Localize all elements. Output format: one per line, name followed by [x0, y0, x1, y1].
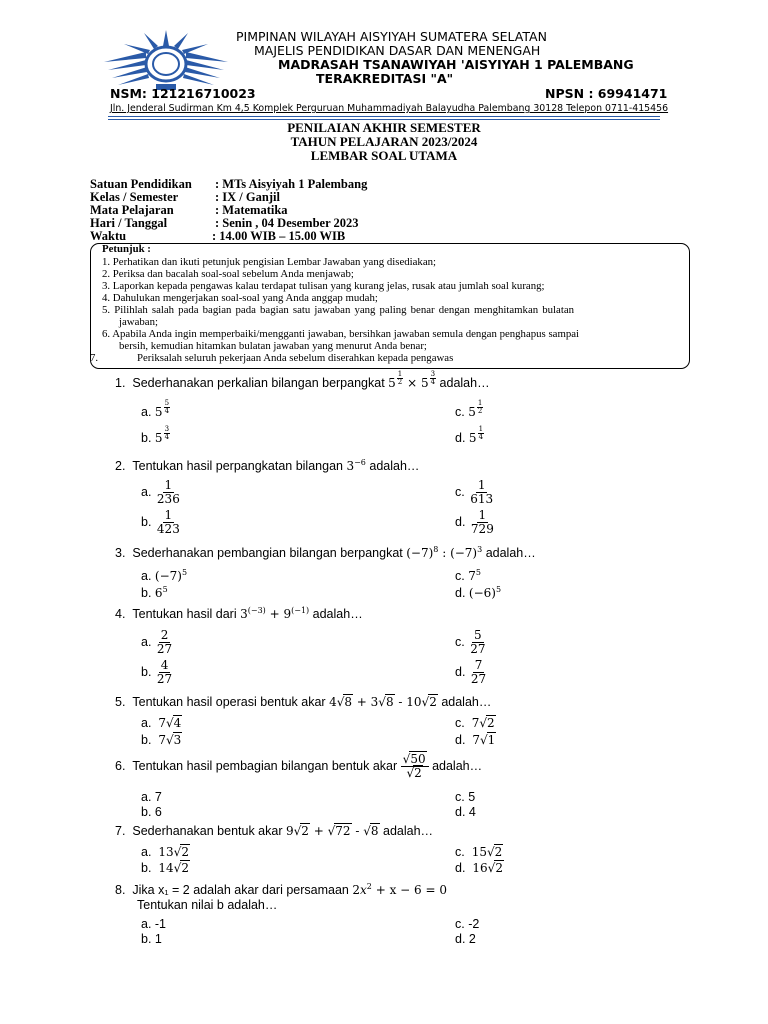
option-b[interactable]: b. $\frac{1}{423}$: [141, 508, 180, 536]
school-address: Jln. Jenderal Sudirman Km 4,5 Komplek Perguruan Muhammadiyah Balayudha Palembang 30128 Telepon 0711-415456: [110, 103, 669, 114]
option-a[interactable]: a. $\frac{2}{27}$: [141, 628, 173, 656]
option-c[interactable]: c. 5 $\frac{1}{2}$: [455, 399, 483, 419]
option-c[interactable]: c. $\frac{1}{613}$: [455, 478, 494, 506]
option-d[interactable]: d. $\frac{7}{27}$: [455, 658, 487, 686]
kop-line-2: MAJELIS PENDIDIKAN DASAR DAN MENENGAH: [254, 43, 541, 58]
npsn: NPSN : 69941471: [545, 86, 668, 101]
option-b[interactable]: b. $\frac{4}{27}$: [141, 658, 173, 686]
option-d[interactable]: d. $(-6)^5$: [455, 585, 502, 600]
info-value: : Matematika: [215, 203, 288, 217]
info-value: : 14.00 WIB – 15.00 WIB: [212, 229, 346, 243]
instruction-item: 4. Dahulukan mengerjakan soal-soal yang Anda anggap mudah;: [102, 292, 378, 304]
option-a[interactable]: a. $(-7)^5$: [141, 568, 188, 583]
option-c[interactable]: c. 15√2: [455, 845, 503, 859]
option-d[interactable]: d. 7√1: [455, 733, 496, 747]
info-label: Kelas / Semester: [90, 190, 179, 204]
option-c[interactable]: c. $\frac{5}{27}$: [455, 628, 486, 656]
option-a[interactable]: a. -1: [141, 917, 167, 931]
question-3: 3. Sederhanakan pembangian bilangan berpangkat $(-7)^8$ : $(-7)^3$ adalah…: [115, 545, 536, 560]
question-7: 7. Sederhanakan bentuk akar 9√2 + √72 - √8 adalah…: [115, 824, 434, 838]
instruction-item: 3. Laporkan kepada pengawas kalau terdapat tulisan yang kurang jelas, rusak atau jumlah soal kurang;: [102, 280, 545, 292]
option-b[interactable]: b. 5 $\frac{3}{4}$: [141, 425, 170, 445]
info-value: : Senin , 04 Desember 2023: [215, 216, 359, 230]
option-a[interactable]: a. $\frac{1}{236}$: [141, 478, 180, 506]
option-b[interactable]: b. 14√2: [141, 861, 189, 875]
question-8-line-2: Tentukan nilai b adalah…: [137, 898, 278, 912]
instruction-item: Periksalah seluruh pekerjaan Anda sebelum diserahkan kepada pengawas: [137, 352, 454, 364]
option-d[interactable]: d. 4: [455, 805, 476, 819]
instruction-item: 1. Perhatikan dan ikuti petunjuk pengisian Lembar Jawaban yang disediakan;: [102, 256, 437, 268]
option-a[interactable]: a. 13√2: [141, 845, 189, 859]
instruction-item: 2. Periksa dan bacalah soal-soal sebelum Anda menjawab;: [102, 268, 354, 280]
option-d[interactable]: d. 16√2: [455, 861, 503, 875]
option-c[interactable]: c. -2: [455, 917, 480, 931]
kop-divider: [108, 116, 660, 117]
option-c[interactable]: c. 5: [455, 790, 476, 804]
exam-title: PENILAIAN AKHIR SEMESTER: [287, 120, 481, 135]
option-b[interactable]: b. 1: [141, 932, 162, 946]
question-6: 6. Tentukan hasil pembagian bilangan bentuk akar $\frac{√50}{√2}$ adalah…: [115, 752, 483, 780]
option-a[interactable]: a. 7√4: [141, 716, 182, 730]
instruction-item-cont: bersih, kemudian hitamkan bulatan jawaban yang menurut Anda benar;: [119, 340, 427, 352]
option-b[interactable]: b. $6^5$: [141, 585, 168, 600]
option-b[interactable]: b. 7√3: [141, 733, 182, 747]
option-a[interactable]: a. 7: [141, 790, 162, 804]
option-c[interactable]: c. 7√2: [455, 716, 495, 730]
nsm: NSM: 121216710023: [110, 86, 256, 101]
instruction-item: 5. Pilihlah salah pada bagian pada bagian satu jawaban yang paling benar dengan menghitamkan bulatan: [102, 304, 575, 316]
school-year: TAHUN PELAJARAN 2023/2024: [290, 134, 478, 149]
info-label: Mata Pelajaran: [90, 203, 174, 217]
option-d[interactable]: d. $\frac{1}{729}$: [455, 508, 494, 536]
question-8: 8. Jika x₁ = 2 adalah akar dari persamaan $2x^2 + x - 6 = 0$: [115, 882, 447, 897]
kop-line-3: MADRASAH TSANAWIYAH 'AISYIYAH 1 PALEMBANG: [278, 57, 634, 72]
option-d[interactable]: d. 2: [455, 932, 476, 946]
info-label: Waktu: [90, 229, 127, 243]
option-b[interactable]: b. 6: [141, 805, 162, 819]
info-value: : MTs Aisyiyah 1 Palembang: [215, 177, 368, 191]
question-4: 4. Tentukan hasil dari $3^{(-3)} + 9^{(-1)}$ adalah…: [115, 606, 363, 621]
instruction-item-cont: jawaban;: [119, 316, 158, 328]
info-label: Satuan Pendidikan: [90, 177, 192, 191]
instruction-item-num: 7.: [90, 352, 99, 364]
instructions-heading: Petunjuk :: [102, 243, 151, 255]
sheet-title: LEMBAR SOAL UTAMA: [310, 148, 458, 163]
option-c[interactable]: c. $7^5$: [455, 568, 481, 583]
kop-line-4: TERAKREDITASI "A": [316, 71, 454, 86]
info-label: Hari / Tanggal: [90, 216, 168, 230]
school-logo: [104, 30, 228, 92]
instruction-item: 6. Apabila Anda ingin memperbaiki/mengganti jawaban, bersihkan jawaban semula dengan penghapus sampai: [102, 328, 580, 340]
question-1: 1. Sederhanakan perkalian bilangan berpangkat 5 $\frac{1}{2}$ × 5 $\frac{3}{4}$ adalah…: [115, 370, 490, 390]
kop-line-1: PIMPINAN WILAYAH AISYIYAH SUMATERA SELATAN: [236, 29, 547, 44]
option-d[interactable]: d. 5 $\frac{1}{4}$: [455, 425, 484, 445]
question-5: 5. Tentukan hasil operasi bentuk akar 4√8 + 3√8 - 10√2 adalah…: [115, 695, 492, 709]
info-value: : IX / Ganjil: [215, 190, 280, 204]
question-2: 2. Tentukan hasil perpangkatan bilangan $3^{-6}$ adalah…: [115, 458, 420, 473]
option-a[interactable]: a. 5 $\frac{5}{4}$: [141, 399, 170, 419]
